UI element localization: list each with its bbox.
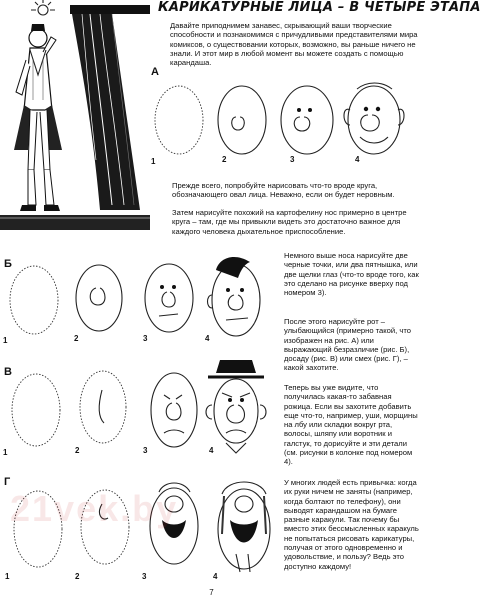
row-marker-a: А	[151, 66, 159, 78]
row-marker-b: Б	[4, 258, 12, 270]
paragraph-a1: Прежде всего, попробуйте нарисовать что-то вроде круга, обозначающего овал лица. Неважно, если он будет неровным.	[172, 181, 395, 200]
paragraph-g: У многих людей есть привычка: когда их руки ничем не заняты (например, когда болтают по телефону), они выводят карандашом на бумаге разные каракули. Так почему бы вместо этих бессмысленных каракуль не попытаться рисовать карикатуры, получая от этого одновременно и удовольствие, и пользу? Ведь это доступно каждому!	[284, 478, 419, 571]
step-number-a2: 2	[222, 155, 227, 164]
intro-paragraph: Давайте приподнимем занавес, скрывающий ваши творческие способности и познакомимся с причудливыми представителями мира комиксов, о существовании которых, возможно, вы раньше ничего не знали. И этот мир в любой момент вы можете создать с помощью карандаша.	[170, 21, 418, 68]
step-number-a1: 1	[151, 157, 156, 166]
step-number-g4: 4	[213, 572, 218, 581]
step-number-a3: 3	[290, 155, 295, 164]
row-marker-g: Г	[4, 476, 11, 488]
step-number-v2: 2	[75, 446, 80, 455]
step-number-v4: 4	[209, 446, 214, 455]
row-a-drawings	[152, 75, 420, 170]
step-number-b2: 2	[74, 334, 79, 343]
paragraph-b2: После этого нарисуйте рот – улыбающийся (примерно такой, что изображен на рис. А) или выражающий безразличие (рис. Б), досаду (рис. В) или смех (рис. Г), – какой захотите.	[284, 317, 411, 373]
page-number: 7	[209, 588, 214, 597]
watermark-logo: 21vek.by	[10, 488, 179, 529]
step-number-v1: 1	[3, 448, 8, 457]
paragraph-v: Теперь вы уже видите, что получилась какая-то забавная рожица. Если вы захотите добавить еще что-то, например, уши, морщины на лбу или складки вокруг рта, волосы, шляпу или воротник и галстук, то дорисуйте и эти детали (см. рисунки в колонке под номером 4).	[284, 383, 418, 467]
step-number-g1: 1	[5, 572, 10, 581]
step-number-b1: 1	[3, 336, 8, 345]
step-number-a4: 4	[355, 155, 360, 164]
step-number-g3: 3	[142, 572, 147, 581]
step-number-b3: 3	[143, 334, 148, 343]
row-marker-v: В	[4, 366, 12, 378]
step-number-v3: 3	[143, 446, 148, 455]
step-number-g2: 2	[75, 572, 80, 581]
paragraph-a2: Затем нарисуйте похожий на картофелину нос примерно в центре круга – там, где мы привыкли видеть это достаточно важное для каждого человека дыхательное приспособление.	[172, 208, 407, 236]
page-title: КАРИКАТУРНЫЕ ЛИЦА – В ЧЕТЫРЕ ЭТАПА	[158, 0, 481, 15]
paragraph-b: Немного выше носа нарисуйте две черные точки, или два пятнышка, или две щелки глаз (что-то вроде того, как это сделано на рисунке вверху под номером 3).	[284, 251, 419, 298]
curtain-character-illustration	[0, 0, 150, 230]
step-number-b4: 4	[205, 334, 210, 343]
